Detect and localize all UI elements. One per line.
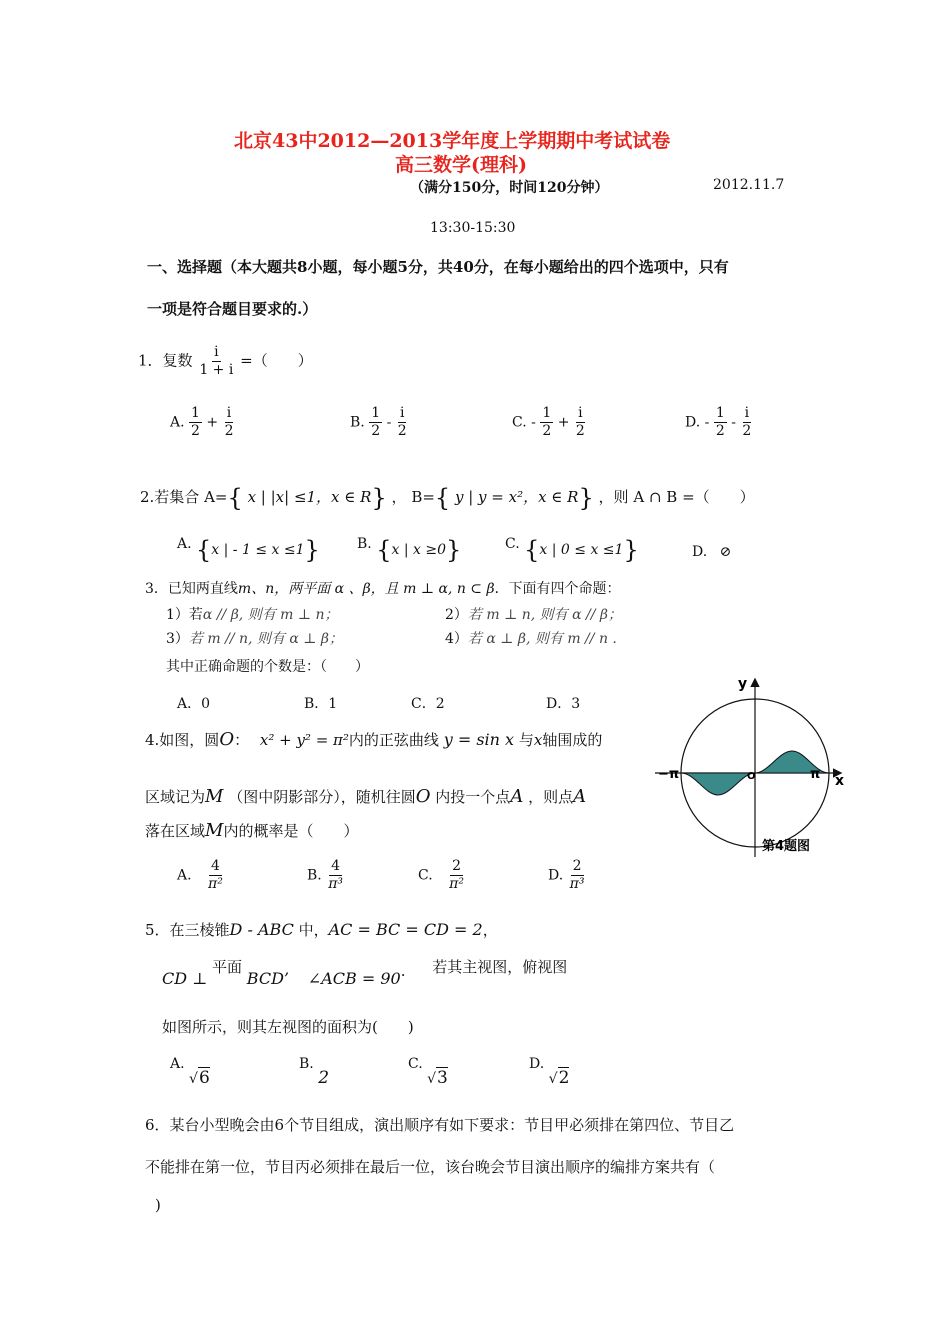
q1-fraction (197, 344, 235, 379)
question-6-line-1: 6．某台小型晚会由6个节目组成，演出顺序有如下要求：节目甲必须排在第四位、节目乙 (145, 1116, 735, 1134)
q2-suffix: =（ ） (682, 488, 755, 506)
section-heading: 一、选择题（本大题共8小题，每小题5分，共40分，在每小题给出的四个选项中，只有 (147, 258, 729, 276)
q1-frac-num: i (214, 344, 219, 360)
q5-option-a: A. √6 (170, 1056, 210, 1088)
q5-option-b: B. 2 (299, 1056, 330, 1088)
question-5-line-2: CD ⊥ 平面 BCD’ ∠ACB = 90. 若其主视图，俯视图 (162, 958, 568, 988)
q3-proposition-2: 2）若 m ⊥ n, 则有 α // β； (445, 607, 622, 623)
q4-option-c: C. $\frac{2}{\text{π²}}$ (418, 858, 464, 892)
q2-intersect: A ∩ B (633, 488, 678, 506)
figure-caption: 第4题图 (762, 839, 811, 854)
exam-subtitle: 高三数学(理科) (395, 154, 527, 176)
q3-option-a: A．0 (177, 696, 211, 712)
option-label: C. (512, 414, 527, 431)
origin-label: O (747, 771, 756, 782)
question-5-line-1: 5．在三棱锥D - ABC 中，AC = BC = CD = 2， (145, 920, 498, 939)
y-axis-label: y (738, 676, 748, 692)
q3-option-d: D．3 (546, 696, 581, 712)
q5-option-d: D. √2 (529, 1056, 570, 1088)
shaded-region-left (681, 773, 755, 795)
q2-set-a-label: A= (204, 488, 228, 506)
q1-option-c: C. - $\frac{1}{2}$ + $\frac{i}{2}$ (512, 405, 585, 439)
neg-pi-label: −π (658, 767, 680, 782)
exam-info: （满分150分，时间120分钟） (410, 180, 609, 196)
q3-proposition-4: 4）若 α ⊥ β, 则有 m // n . (445, 631, 617, 647)
q3-question: 其中正确命题的个数是：（ ） (166, 659, 369, 675)
q2-option-c: C. {x | 0 ≤ x ≤1} (505, 536, 639, 564)
option-label: A. (170, 414, 185, 431)
q3-proposition-3: 3）若 m // n, 则有 α ⊥ β； (166, 631, 343, 647)
option-label: D. (685, 414, 701, 431)
q2-option-d: D. ⊘ (692, 544, 732, 560)
q2-prefix: 2.若集合 (140, 488, 200, 506)
section-heading-cont: 一项是符合题目要求的.） (147, 300, 318, 318)
q2-set-b: y | y = x²，x ∈ R (454, 488, 579, 506)
question-6-line-2: 不能排在第一位，节目丙必须排在最后一位，该台晚会节目演出顺序的编排方案共有（ (145, 1158, 716, 1176)
option-label: B. (350, 414, 365, 431)
question-4-line-3: 落在区域M内的概率是（ ） (145, 820, 359, 841)
q2-option-a: A. {x | - 1 ≤ x ≤1} (177, 536, 320, 564)
q3-proposition-1: 1）若α // β, 则有 m ⊥ n； (166, 607, 339, 623)
q1-suffix: =（ ） (240, 351, 313, 370)
q3-option-b: B．1 (304, 696, 338, 712)
q2-then: ，则 (598, 488, 629, 506)
q2-option-b: B. {x | x ≥0} (357, 536, 462, 564)
q2-set-a: x | |x| ≤1，x ∈ R (247, 488, 372, 506)
q1-frac-den: 1 + i (199, 362, 234, 378)
q4-option-d: D. $\frac{2}{\text{π³}}$ (548, 858, 585, 892)
question-6-line-3: ) (155, 1196, 161, 1214)
pi-label: π (810, 767, 821, 782)
question-2: 2.若集合 A={ x | |x| ≤1，x ∈ R} ， B={ y | y = x²，x ∈ R} ，则 A ∩ B =（ ） (140, 484, 755, 512)
question-5-line-3: 如图所示，则其左视图的面积为( ) (162, 1018, 414, 1036)
q5-option-c: C. √3 (408, 1056, 448, 1088)
q1-prefix: 1．复数 (138, 351, 193, 370)
q4-option-b: B. $\frac{4}{\text{π³}}$ (307, 858, 344, 892)
q1-option-d: D. - $\frac{1}{2}$ - $\frac{i}{2}$ (685, 405, 752, 439)
q4-option-a: A. $\frac{4}{\text{π²}}$ (177, 858, 223, 892)
exam-date: 2012.11.7 (713, 177, 785, 193)
question-4-line-2: 区域记为M （图中阴影部分），随机往圆O 内投一个点A ，则点A (145, 786, 587, 807)
q3-option-c: C．2 (411, 696, 445, 712)
question-1 (138, 344, 313, 379)
q1-option-a: A. $\frac{1}{2}$ + $\frac{i}{2}$ (170, 405, 234, 439)
q4-figure (650, 672, 860, 862)
question-3: 3．已知两直线m、n，两平面 α 、β，且 m ⊥ α, n ⊂ β．下面有四个命题： (145, 581, 621, 597)
q2-set-b-label: B= (411, 488, 435, 506)
q1-option-b: B. $\frac{1}{2}$ - $\frac{i}{2}$ (350, 405, 407, 439)
exam-time: 13:30-15:30 (430, 220, 516, 236)
question-4-line-1: 4.如图，圆O： x² + y² = π²内的正弦曲线 y = sin x 与x轴围成的 (145, 729, 603, 750)
x-axis-label: x (835, 773, 845, 789)
exam-title: 北京43中2012—2013学年度上学期期中考试试卷 (234, 130, 671, 152)
